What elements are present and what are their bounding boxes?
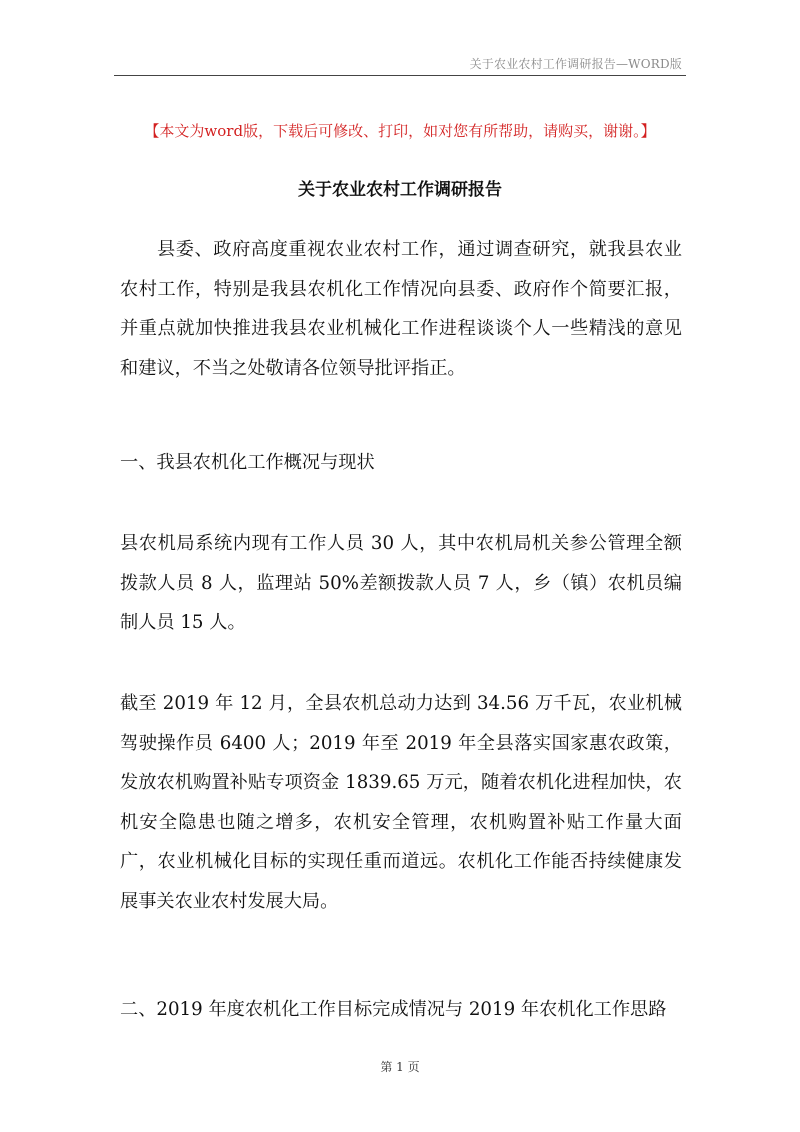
staff-paragraph: 县农机局系统内现有工作人员 30 人，其中农机局机关参公管理全额拨款人员 8 人，监理站 50%差额拨款人员 7 人，乡（镇）农机员编制人员 15 人。 [120,533,682,633]
section-2-heading: 二、2019 年度农机化工作目标完成情况与 2019 年农机化工作思路 [120,999,667,1020]
running-header: 关于农业农村工作调研报告—WORD版 [469,57,682,71]
document-title: 关于农业农村工作调研报告 [298,180,502,200]
intro-paragraph: 县委、政府高度重视农业农村工作，通过调查研究，就我县农业农村工作，特别是我县农机化工作情况向县委、政府作个简要汇报，并重点就加快推进我县农业机械化工作进程谈谈个人一些精浅的意见和建议，不当之处敬请各位领导批评指正。 [120,239,682,379]
header-divider [114,75,686,76]
page-number: 第 1 页 [380,1060,420,1074]
purchase-notice: 【本文为word版，下载后可修改、打印，如对您有所帮助，请购买，谢谢。】 [144,122,656,140]
statistics-paragraph: 截至 2019 年 12 月，全县农机总动力达到 34.56 万千瓦，农业机械驾驶操作员 6400 人；2019 年至 2019 年全县落实国家惠农政策，发放农机购置补贴专项资金 1839.65 万元，随着农机化进程加快，农机安全隐患也随之增多，农机安全管理，农机购置补贴工作量大面广，农业机械化目标的实现任重而道远。农机化工作能否持续健康发展事关农业农村发展大局。 [120,693,682,912]
section-1-heading: 一、我县农机化工作概况与现状 [120,452,375,473]
